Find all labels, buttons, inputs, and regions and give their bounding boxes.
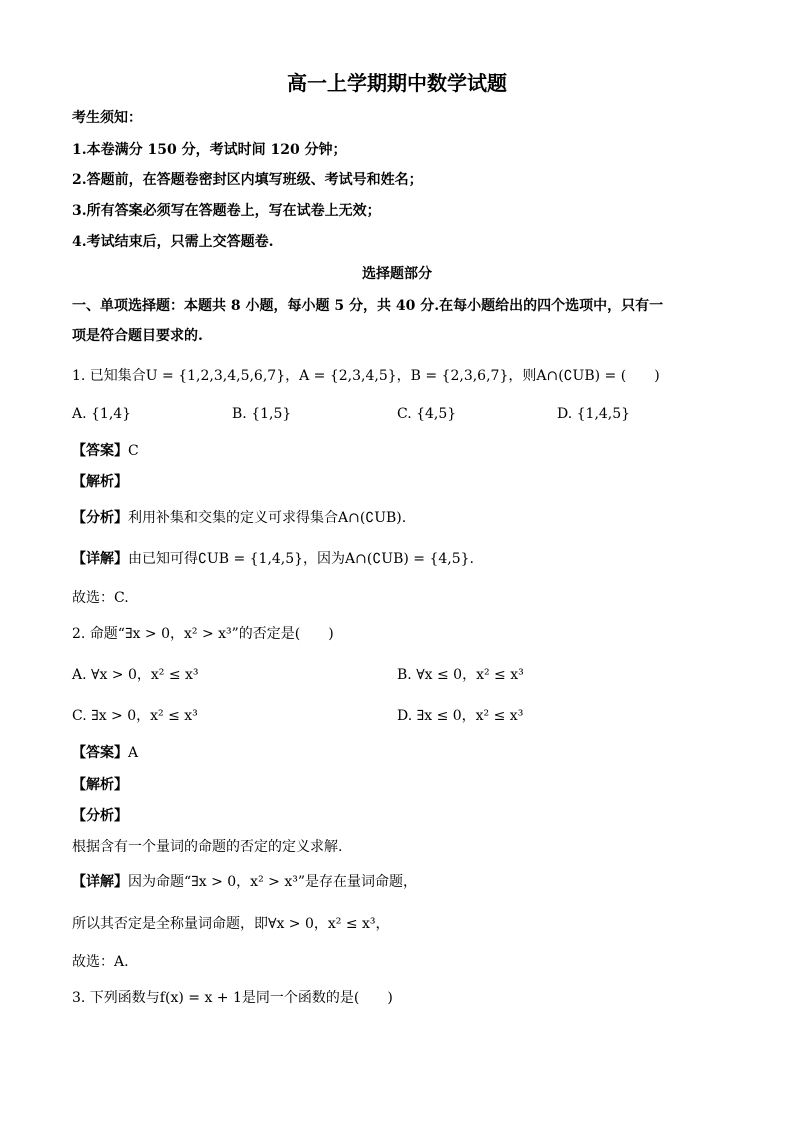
fenxi-text: 利用补集和交集的定义可求得集合A∩(∁UB).: [128, 510, 407, 526]
part1-instruction-line2: 项是符合题目要求的.: [72, 328, 203, 344]
q1-conclusion: 故选：C.: [72, 590, 129, 606]
answer-tag: 【答案】: [72, 745, 128, 761]
q2-conclusion: 故选：A.: [72, 954, 129, 970]
q2-answer: [72, 743, 138, 763]
q1-detail: [72, 549, 474, 569]
notice-item-3: 3.所有答案必须写在答题卷上，写在试卷上无效；: [72, 203, 381, 219]
notice-item-1: 1.本卷满分 150 分，考试时间 120 分钟；: [72, 142, 347, 158]
notice-heading: 考生须知：: [72, 110, 142, 126]
notice-item-4: 4.考试结束后，只需上交答题卷.: [72, 234, 274, 250]
answer-value: C: [128, 443, 139, 459]
q2-option-b: B. ∀x ≤ 0，x² ≤ x³: [397, 667, 524, 683]
q3-stem: 3. 下列函数与f(x) = x + 1是同一个函数的是( ): [72, 990, 393, 1006]
page-title: 高一上学期期中数学试题: [287, 71, 507, 95]
q1-option-b: B. {1,5}: [232, 406, 292, 422]
q1-answer: [72, 441, 139, 461]
answer-value: A: [128, 745, 139, 761]
q2-option-c: C. ∃x > 0，x² ≤ x³: [72, 708, 198, 724]
part1-instruction-line1: 一、单项选择题：本题共 8 小题，每小题 5 分，共 40 分.在每小题给出的四个选项中，只有一: [72, 298, 664, 314]
q1-option-c: C. {4,5}: [397, 406, 457, 422]
q1-fenxi: [72, 508, 406, 528]
q2-fenxi: 根据含有一个量词的命题的否定的定义求解.: [72, 839, 343, 855]
q2-option-a: A. ∀x > 0，x² ≤ x³: [72, 667, 199, 683]
fenxi-tag: 【分析】: [72, 510, 128, 526]
answer-tag: 【答案】: [72, 443, 128, 459]
q1-option-d: D. {1,4,5}: [557, 406, 631, 422]
q2-option-d: D. ∃x ≤ 0，x² ≤ x³: [397, 708, 524, 724]
q2-analysis-tag: 【解析】: [72, 777, 128, 793]
q1-analysis-tag: 【解析】: [72, 474, 128, 490]
q2-stem: 2. 命题“∃x > 0，x² > x³”的否定是( ): [72, 626, 334, 642]
q2-detail-2: 所以其否定是全称量词命题，即∀x > 0，x² ≤ x³，: [72, 916, 390, 932]
q1-stem: 1. 已知集合U = {1,2,3,4,5,6,7}，A = {2,3,4,5}，B = {2,3,6,7}，则A∩(∁UB) = ( ): [72, 368, 660, 384]
q2-detail: [72, 872, 417, 892]
detail-text: 由已知可得∁UB = {1,4,5}，因为A∩(∁UB) = {4,5}.: [128, 551, 474, 567]
detail-tag: 【详解】: [72, 551, 128, 567]
q1-option-a: A. {1,4}: [72, 406, 132, 422]
notice-item-2: 2.答题前，在答题卷密封区内填写班级、考试号和姓名；: [72, 172, 423, 188]
detail-tag: 【详解】: [72, 874, 128, 890]
detail-text: 因为命题“∃x > 0，x² > x³”是存在量词命题，: [128, 874, 417, 890]
q2-fenxi-tag: 【分析】: [72, 808, 128, 824]
section-title: 选择题部分: [362, 266, 432, 282]
